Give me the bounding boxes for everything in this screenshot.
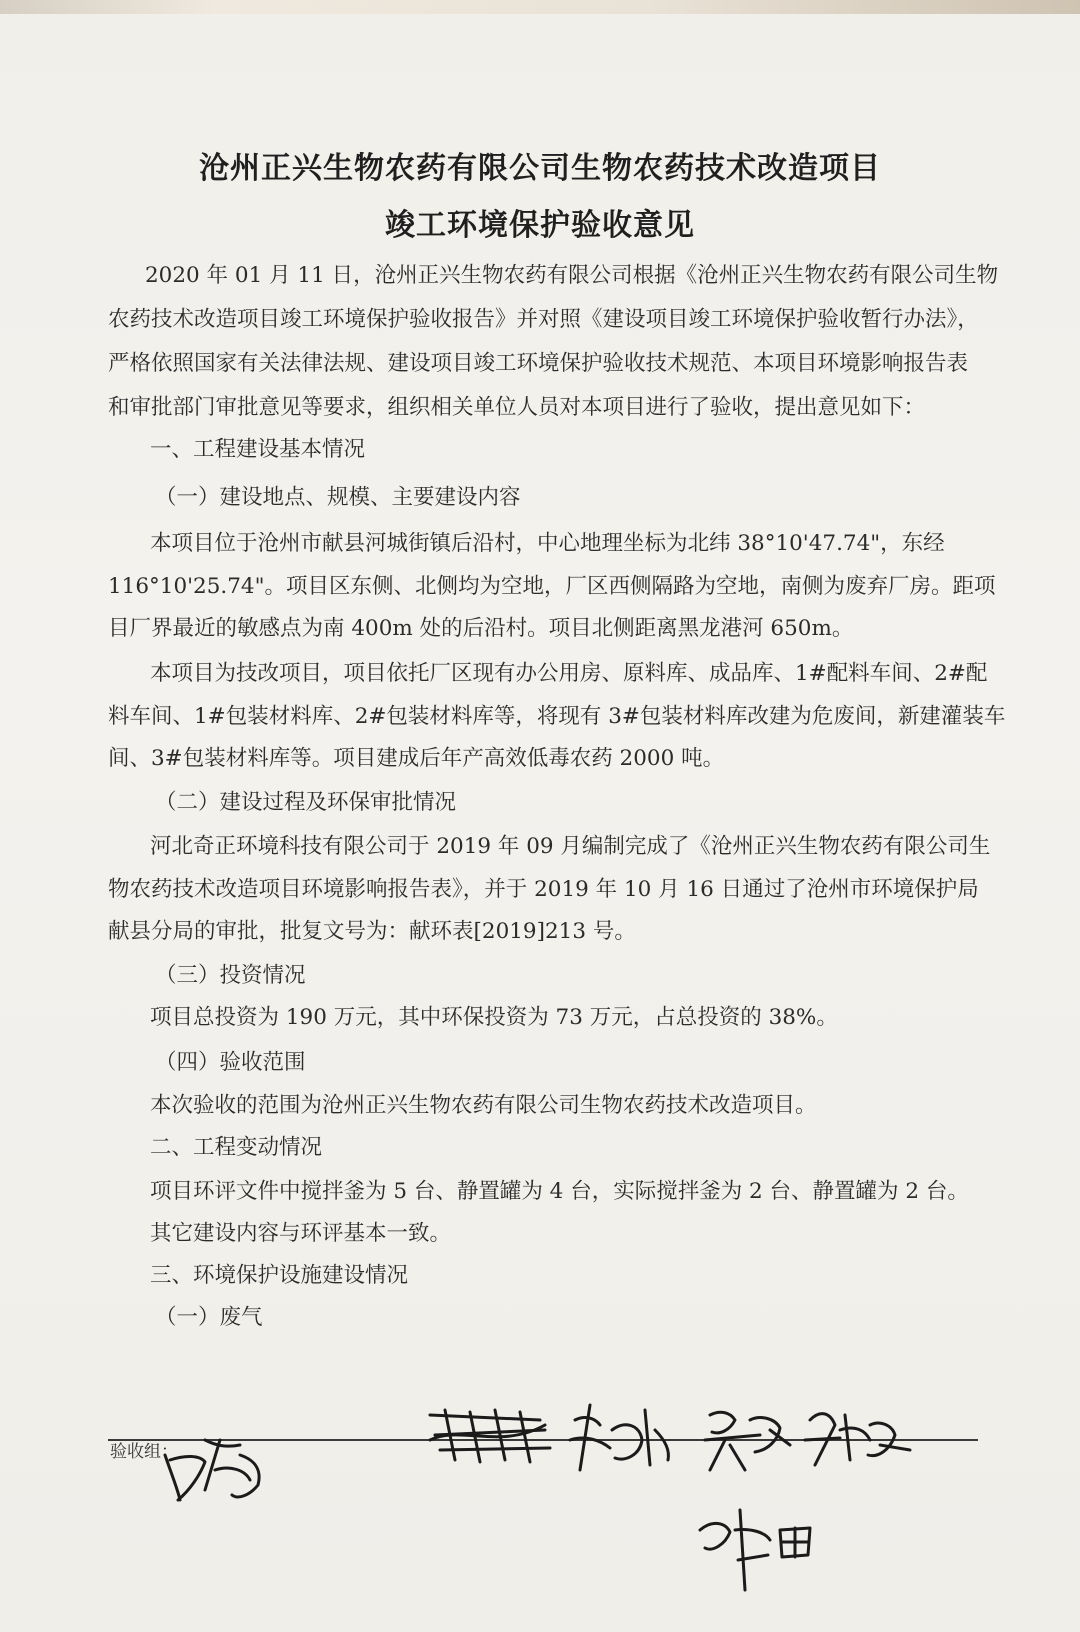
body-line: 河北奇正环境科技有限公司于 2019 年 09 月编制完成了《沧州正兴生物农药有限公司生 bbox=[150, 834, 991, 859]
signature-4 bbox=[705, 1412, 790, 1470]
section-heading: 一、工程建设基本情况 bbox=[150, 437, 366, 462]
document-title-line1: 沧州正兴生物农药有限公司生物农药技术改造项目 bbox=[199, 151, 881, 186]
body-line: 献县分局的审批，批复文号为：献环表[2019]213 号。 bbox=[108, 919, 636, 944]
signature-6 bbox=[700, 1510, 810, 1590]
section-heading: 三、环境保护设施建设情况 bbox=[150, 1263, 409, 1288]
body-line: 项目总投资为 190 万元，其中环保投资为 73 万元，占总投资的 38%。 bbox=[150, 1005, 838, 1030]
body-line: 料车间、1#包装材料库、2#包装材料库等，将现有 3#包装材料库改建为危废间，新建灌装车 bbox=[108, 704, 1006, 729]
body-line: 和审批部门审批意见等要求，组织相关单位人员对本项目进行了验收，提出意见如下： bbox=[108, 395, 926, 420]
body-line: 物农药技术改造项目环境影响报告表》，并于 2019 年 10 月 16 日通过了沧州市环境保护局 bbox=[108, 877, 979, 902]
section-heading: 二、工程变动情况 bbox=[150, 1135, 323, 1160]
body-line: 116°10'25.74"。项目区东侧、北侧均为空地，厂区西侧隔路为空地，南侧为废弃厂房。距项 bbox=[108, 574, 996, 599]
body-line: 本项目为技改项目，项目依托厂区现有办公用房、原料库、成品库、1#配料车间、2#配 bbox=[150, 661, 988, 686]
signature-2 bbox=[430, 1410, 550, 1462]
subsection-heading: （三）投资情况 bbox=[155, 963, 306, 988]
signature-3 bbox=[570, 1405, 668, 1470]
body-line: 其它建设内容与环评基本一致。 bbox=[150, 1221, 452, 1246]
body-line: 间、3#包装材料库等。项目建成后年产高效低毒农药 2000 吨。 bbox=[108, 746, 725, 771]
signature-1 bbox=[165, 1440, 259, 1500]
body-line: 严格依照国家有关法律法规、建设项目竣工环境保护验收技术规范、本项目环境影响报告表 bbox=[108, 351, 969, 376]
body-line: 2020 年 01 月 11 日，沧州正兴生物农药有限公司根据《沧州正兴生物农药有限公司生物 bbox=[145, 263, 999, 288]
body-line: 农药技术改造项目竣工环境保护验收报告》并对照《建设项目竣工环境保护验收暂行办法》， bbox=[108, 307, 979, 332]
subsection-heading: （一）建设地点、规模、主要建设内容 bbox=[155, 485, 521, 510]
document-title-line2: 竣工环境保护验收意见 bbox=[385, 208, 695, 243]
acceptance-team-label: 验收组： bbox=[110, 1442, 178, 1462]
subsection-heading: （一）废气 bbox=[155, 1305, 263, 1330]
body-line: 本次验收的范围为沧州正兴生物农药有限公司生物农药技术改造项目。 bbox=[150, 1093, 817, 1118]
body-line: 目厂界最近的敏感点为南 400m 处的后沿村。项目北侧距离黑龙港河 650m。 bbox=[108, 616, 854, 641]
body-line: 项目环评文件中搅拌釜为 5 台、静置罐为 4 台，实际搅拌釜为 2 台、静置罐为 2 台。 bbox=[150, 1179, 969, 1204]
subsection-heading: （二）建设过程及环保审批情况 bbox=[155, 790, 457, 815]
body-line: 本项目位于沧州市献县河城街镇后沿村，中心地理坐标为北纬 38°10'47.74"，东经 bbox=[150, 531, 945, 556]
signature-5 bbox=[805, 1414, 910, 1465]
subsection-heading: （四）验收范围 bbox=[155, 1050, 306, 1075]
